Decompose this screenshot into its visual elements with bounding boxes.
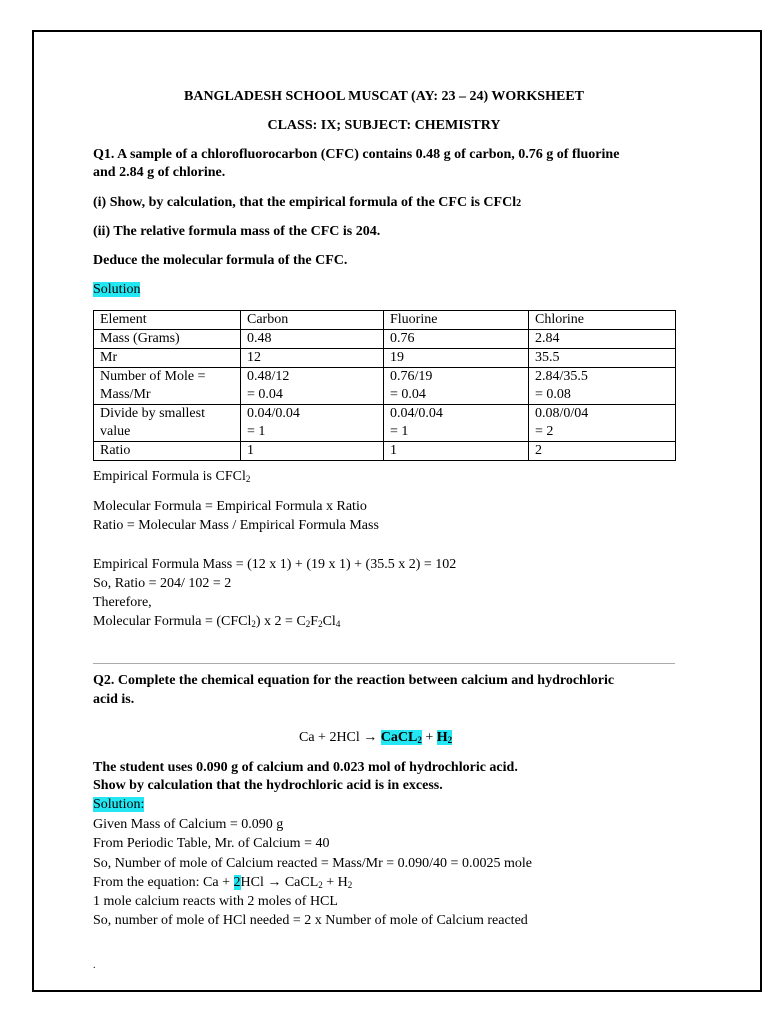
q1-part-ii: (ii) The relative formula mass of the CFC is 204. [93, 224, 381, 239]
cell-line: 0.04/0.04 [247, 406, 300, 421]
eq-product2-sub: 2 [447, 735, 453, 745]
so-ratio: So, Ratio = 204/ 102 = 2 [93, 576, 232, 591]
mf-sub: 4 [335, 619, 341, 629]
student-line: The student uses 0.090 g of calcium and 0.023 mol of hydrochloric acid. [93, 760, 518, 775]
eq-lhs: Ca + 2HCl → [299, 730, 381, 745]
cell-line: Divide by smallest [100, 406, 205, 421]
table-cell: 35.5 [529, 349, 676, 368]
cell-line: 0.04/0.04 [390, 406, 443, 421]
one-mole-line: 1 mole calcium reacts with 2 moles of HCL [93, 894, 338, 909]
table-cell [241, 368, 384, 405]
q1-part-i [93, 194, 521, 213]
eq-plus: + [421, 730, 437, 745]
ef-sub: 2 [245, 474, 251, 484]
trailing-dot: . [93, 960, 96, 971]
eq-product2-text: H [436, 730, 448, 745]
mf-sub: 2 [318, 619, 323, 629]
cell-line: = 0.08 [535, 387, 571, 402]
given-mass: Given Mass of Calcium = 0.090 g [93, 817, 284, 832]
empirical-formula-line [93, 468, 250, 486]
table-cell: 1 [241, 442, 384, 461]
cell-line: 0.76/19 [390, 369, 433, 384]
q1-part-i-sub: 2 [516, 198, 522, 209]
cell-line: = 1 [247, 424, 266, 439]
q1-deduce: Deduce the molecular formula of the CFC. [93, 253, 348, 268]
table-cell [529, 368, 676, 405]
cell-line: Mass/Mr [100, 387, 151, 402]
table-cell: Carbon [241, 311, 384, 330]
table-row-moles [94, 368, 676, 405]
solution-table [93, 310, 676, 461]
mf-part: ) x 2 = C [255, 614, 306, 629]
table-cell: 1 [384, 442, 529, 461]
table-row-mr [94, 349, 676, 368]
mf-sub: 2 [251, 619, 256, 629]
eq-product1 [381, 730, 422, 745]
ratio-equation: Ratio = Molecular Mass / Empirical Formula Mass [93, 518, 379, 533]
worksheet-title: BANGLADESH SCHOOL MUSCAT (AY: 23 – 24) WORKSHEET [184, 89, 584, 104]
table-header-row [94, 311, 676, 330]
from-equation [93, 874, 352, 892]
cell-line: = 2 [535, 424, 554, 439]
q2-line1: Q2. Complete the chemical equation for the reaction between calcium and hydrochloric [93, 673, 615, 688]
table-cell: Element [94, 311, 241, 330]
table-cell: Ratio [94, 442, 241, 461]
ef-text: Empirical Formula is CFCl [93, 469, 246, 484]
therefore: Therefore, [93, 595, 152, 610]
from-eq-sub: 2 [347, 880, 353, 890]
table-cell [384, 405, 529, 442]
cell-line: value [100, 424, 131, 439]
table-row-mass [94, 330, 676, 349]
table-cell [94, 368, 241, 405]
class-subject: CLASS: IX; SUBJECT: CHEMISTRY [267, 118, 501, 133]
show-line: Show by calculation that the hydrochloric acid is in excess. [93, 778, 443, 793]
table-cell: 0.76 [384, 330, 529, 349]
eq-product1-text: CaCL [380, 730, 418, 745]
cell-line: 0.08/0/04 [535, 406, 589, 421]
table-cell [94, 405, 241, 442]
q2-solution-label [93, 796, 144, 814]
periodic-table: From Periodic Table, Mr. of Calcium = 40 [93, 836, 330, 851]
table-cell: 2 [529, 442, 676, 461]
table-cell: 0.48 [241, 330, 384, 349]
table-cell: 12 [241, 349, 384, 368]
cell-line: 2.84/35.5 [535, 369, 588, 384]
q1-line2: and 2.84 g of chlorine. [93, 165, 226, 180]
cell-line: 0.48/12 [247, 369, 290, 384]
table-row-divide [94, 405, 676, 442]
table-cell [529, 405, 676, 442]
table-row-ratio [94, 442, 676, 461]
cell-line: Number of Mole = [100, 369, 206, 384]
mf-equation: Molecular Formula = Empirical Formula x Ratio [93, 499, 367, 514]
q2-equation [299, 729, 452, 747]
from-eq-sub: 2 [318, 880, 323, 890]
q1-part-i-text: (i) Show, by calculation, that the empirical formula of the CFC is CFCl [93, 195, 517, 210]
section-divider [93, 663, 675, 664]
ef-mass: Empirical Formula Mass = (12 x 1) + (19 x 1) + (35.5 x 2) = 102 [93, 557, 457, 572]
moles-reacted: So, Number of mole of Calcium reacted = Mass/Mr = 0.090/40 = 0.0025 mole [93, 856, 532, 871]
from-eq-part: From the equation: Ca + [93, 875, 234, 890]
from-eq-highlight: 2 [233, 875, 241, 890]
table-cell: 19 [384, 349, 529, 368]
table-cell: Mr [94, 349, 241, 368]
eq-product1-sub: 2 [417, 735, 422, 745]
mf-sub: 2 [305, 619, 311, 629]
cell-line: = 0.04 [390, 387, 426, 402]
cell-line: = 0.04 [247, 387, 283, 402]
from-eq-part: HCl → CaCL [240, 875, 319, 890]
table-cell [384, 368, 529, 405]
from-eq-part: + H [322, 875, 348, 890]
q1-line1: Q1. A sample of a chlorofluorocarbon (CFC) contains 0.48 g of carbon, 0.76 g of fluorine [93, 147, 620, 162]
q1-solution-label [93, 281, 140, 299]
mf-part: Molecular Formula = (CFCl [93, 614, 252, 629]
q2-solution-highlight: Solution: [93, 797, 145, 812]
table-cell: Mass (Grams) [94, 330, 241, 349]
cell-line: = 1 [390, 424, 409, 439]
table-cell: Fluorine [384, 311, 529, 330]
q2-line2: acid is. [93, 692, 135, 707]
mf-part: F [310, 614, 319, 629]
hcl-needed-line: So, number of mole of HCl needed = 2 x Number of mole of Calcium reacted [93, 913, 528, 928]
q1-solution-highlight: Solution [93, 282, 141, 297]
mf-result [93, 613, 340, 631]
mf-part: Cl [322, 614, 336, 629]
table-cell: 2.84 [529, 330, 676, 349]
eq-product2 [437, 730, 452, 745]
table-cell [241, 405, 384, 442]
table-cell: Chlorine [529, 311, 676, 330]
